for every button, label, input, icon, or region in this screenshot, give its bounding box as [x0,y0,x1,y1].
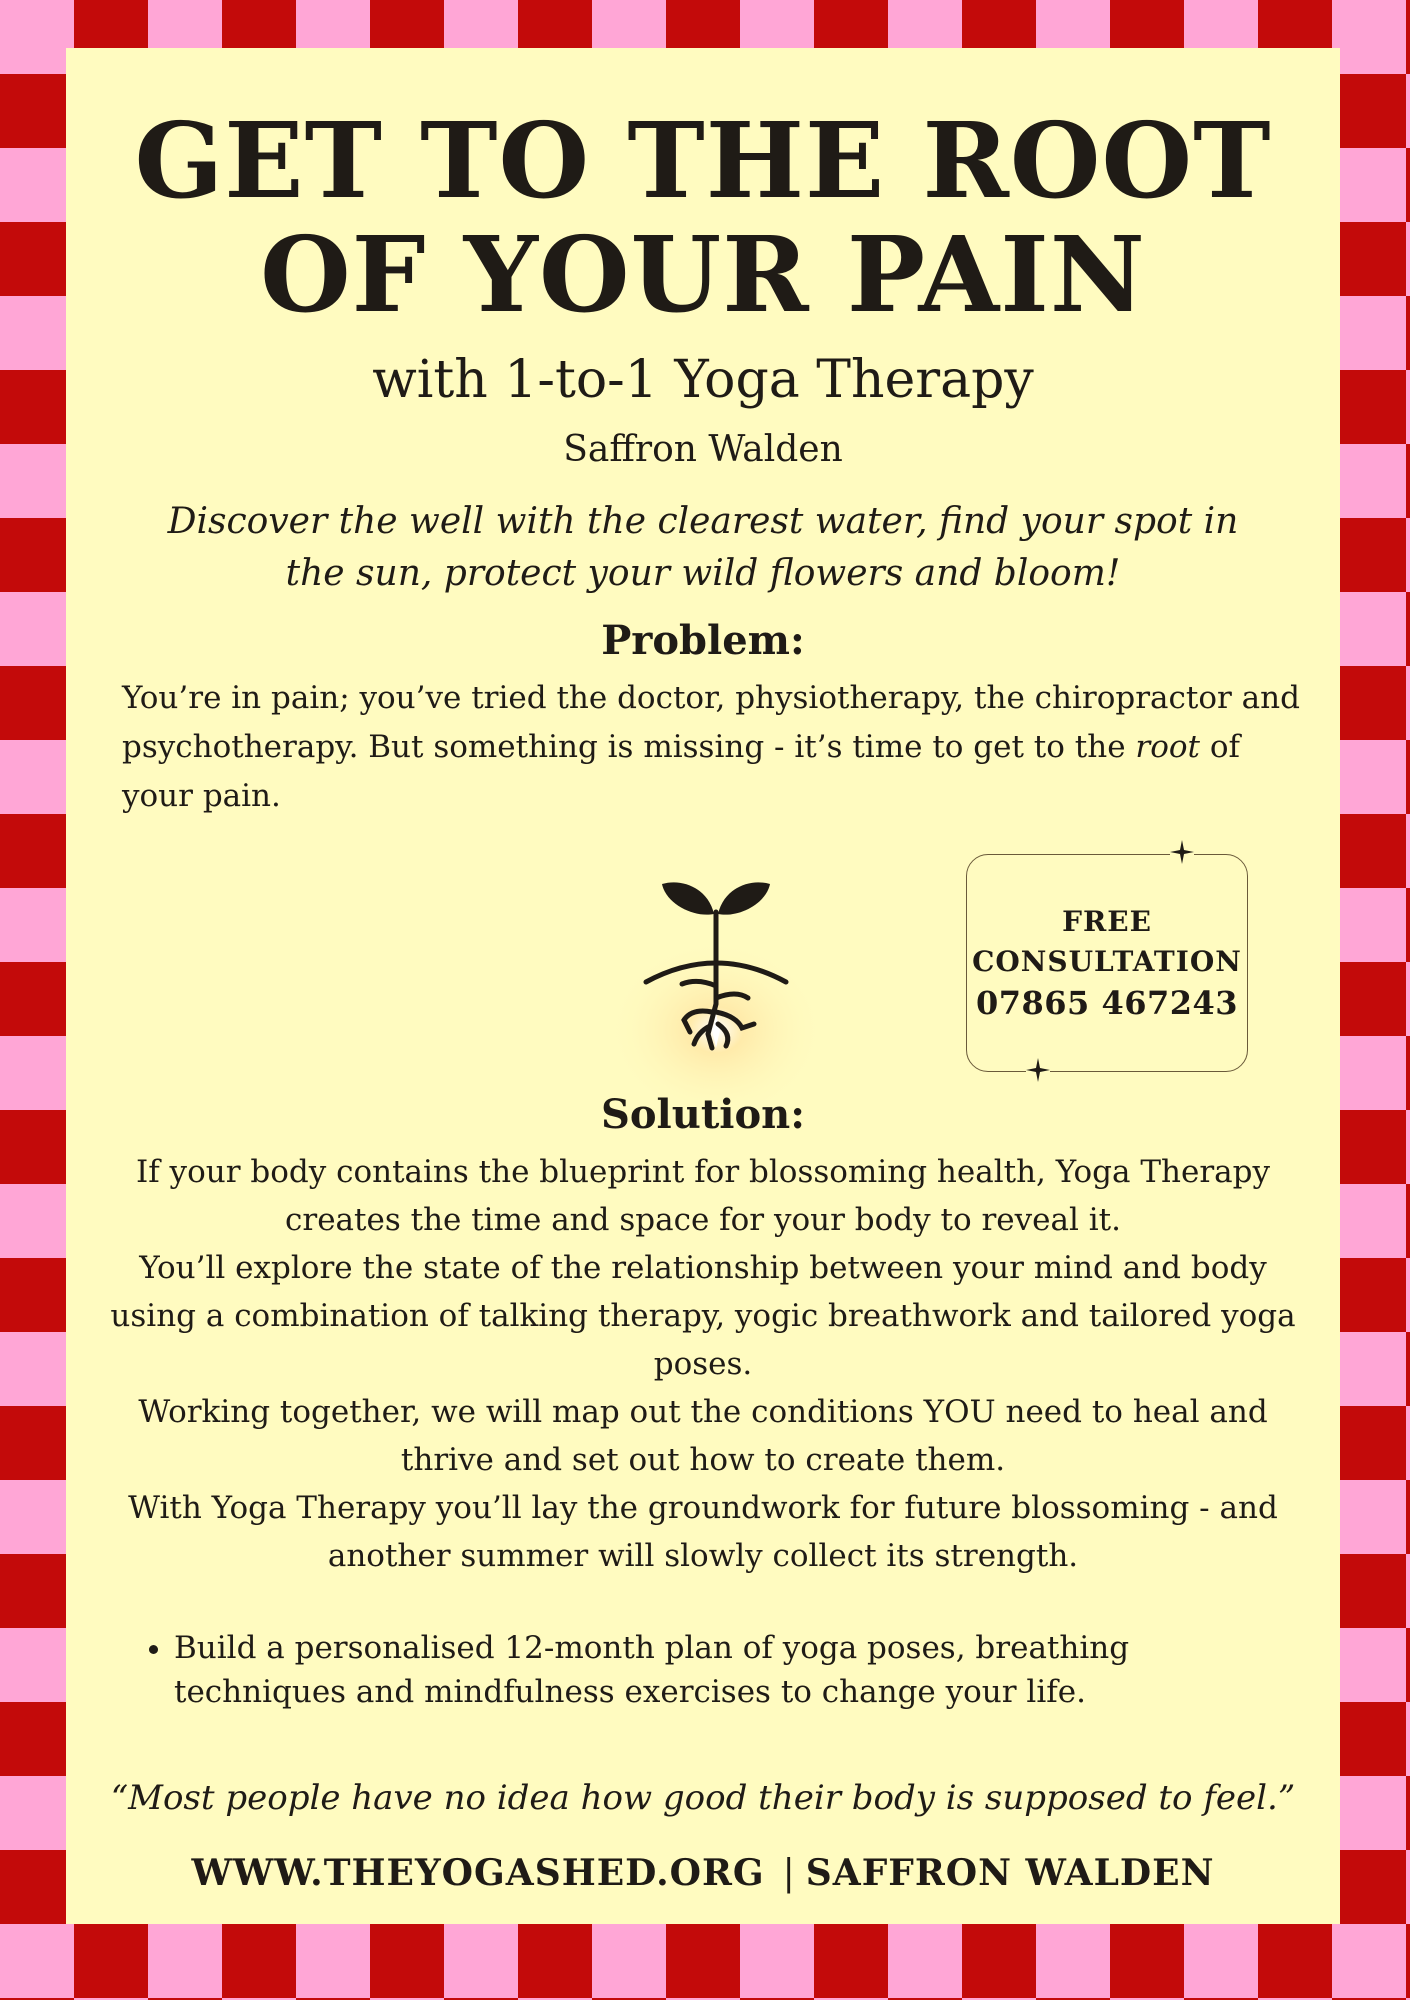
flyer-panel [66,48,1340,1924]
benefits-list [122,1626,1274,1714]
problem-heading: Problem: [601,617,805,664]
sparkle-icon [1024,1056,1052,1084]
sparkle-icon [1168,838,1196,866]
free-consultation-badge [966,854,1248,1072]
website-link[interactable]: WWW.THEYOGASHED.ORG [191,1852,765,1894]
badge-free: FREE [1062,905,1152,938]
solution-heading: Solution: [600,1091,806,1138]
footer-separator: | [782,1853,796,1894]
title-line-2: OF YOUR PAIN [260,213,1146,336]
badge-consultation: CONSULTATION [972,945,1242,978]
solution-paragraph: You’ll explore the state of the relationship between your mind and body using a combination of talking therapy, yogic breathwork and tailored yoga poses. [110,1250,1296,1382]
title-line-1: GET TO THE ROOT [134,99,1272,222]
solution-paragraph: If your body contains the blueprint for blossoming health, Yoga Therapy creates the time and space for your body to reveal it. [135,1154,1270,1238]
problem-text [122,674,1302,821]
subtitle: with 1-to-1 Yoga Therapy [372,350,1034,410]
problem-text-end: of your pain. [122,729,1240,814]
flyer-title [66,99,1340,336]
solution-paragraph: Working together, we will map out the conditions YOU need to heal and thrive and set out how to create them. [138,1394,1268,1478]
problem-text-start: You’re in pain; you’ve tried the doctor, physiotherapy, the chiropractor and psychotherapy. But something is missing - it’s time to get to the [122,680,1300,765]
tagline: Discover the well with the clearest water, find your spot in the sun, protect your wild flowers and bloom! [167,501,1239,594]
footer [66,1848,1340,1899]
badge-phone-number[interactable]: 07865 467243 [975,984,1239,1022]
benefit-item: • Build a personalised 12-month plan of yoga poses, breathing techniques and mindfulness exercises to change your life. [174,1626,1274,1714]
testimonial-quote: “Most people have no idea how good their body is supposed to feel.” [110,1778,1296,1818]
footer-location: SAFFRON WALDEN [805,1852,1215,1894]
solution-paragraph: With Yoga Therapy you’ll lay the groundwork for future blossoming - and another summer will slowly collect its strength. [128,1490,1278,1574]
problem-text-emphasis: root [1135,729,1200,765]
solution-text [106,1148,1300,1580]
location: Saffron Walden [563,429,843,470]
sprout-roots-icon [586,848,846,1128]
